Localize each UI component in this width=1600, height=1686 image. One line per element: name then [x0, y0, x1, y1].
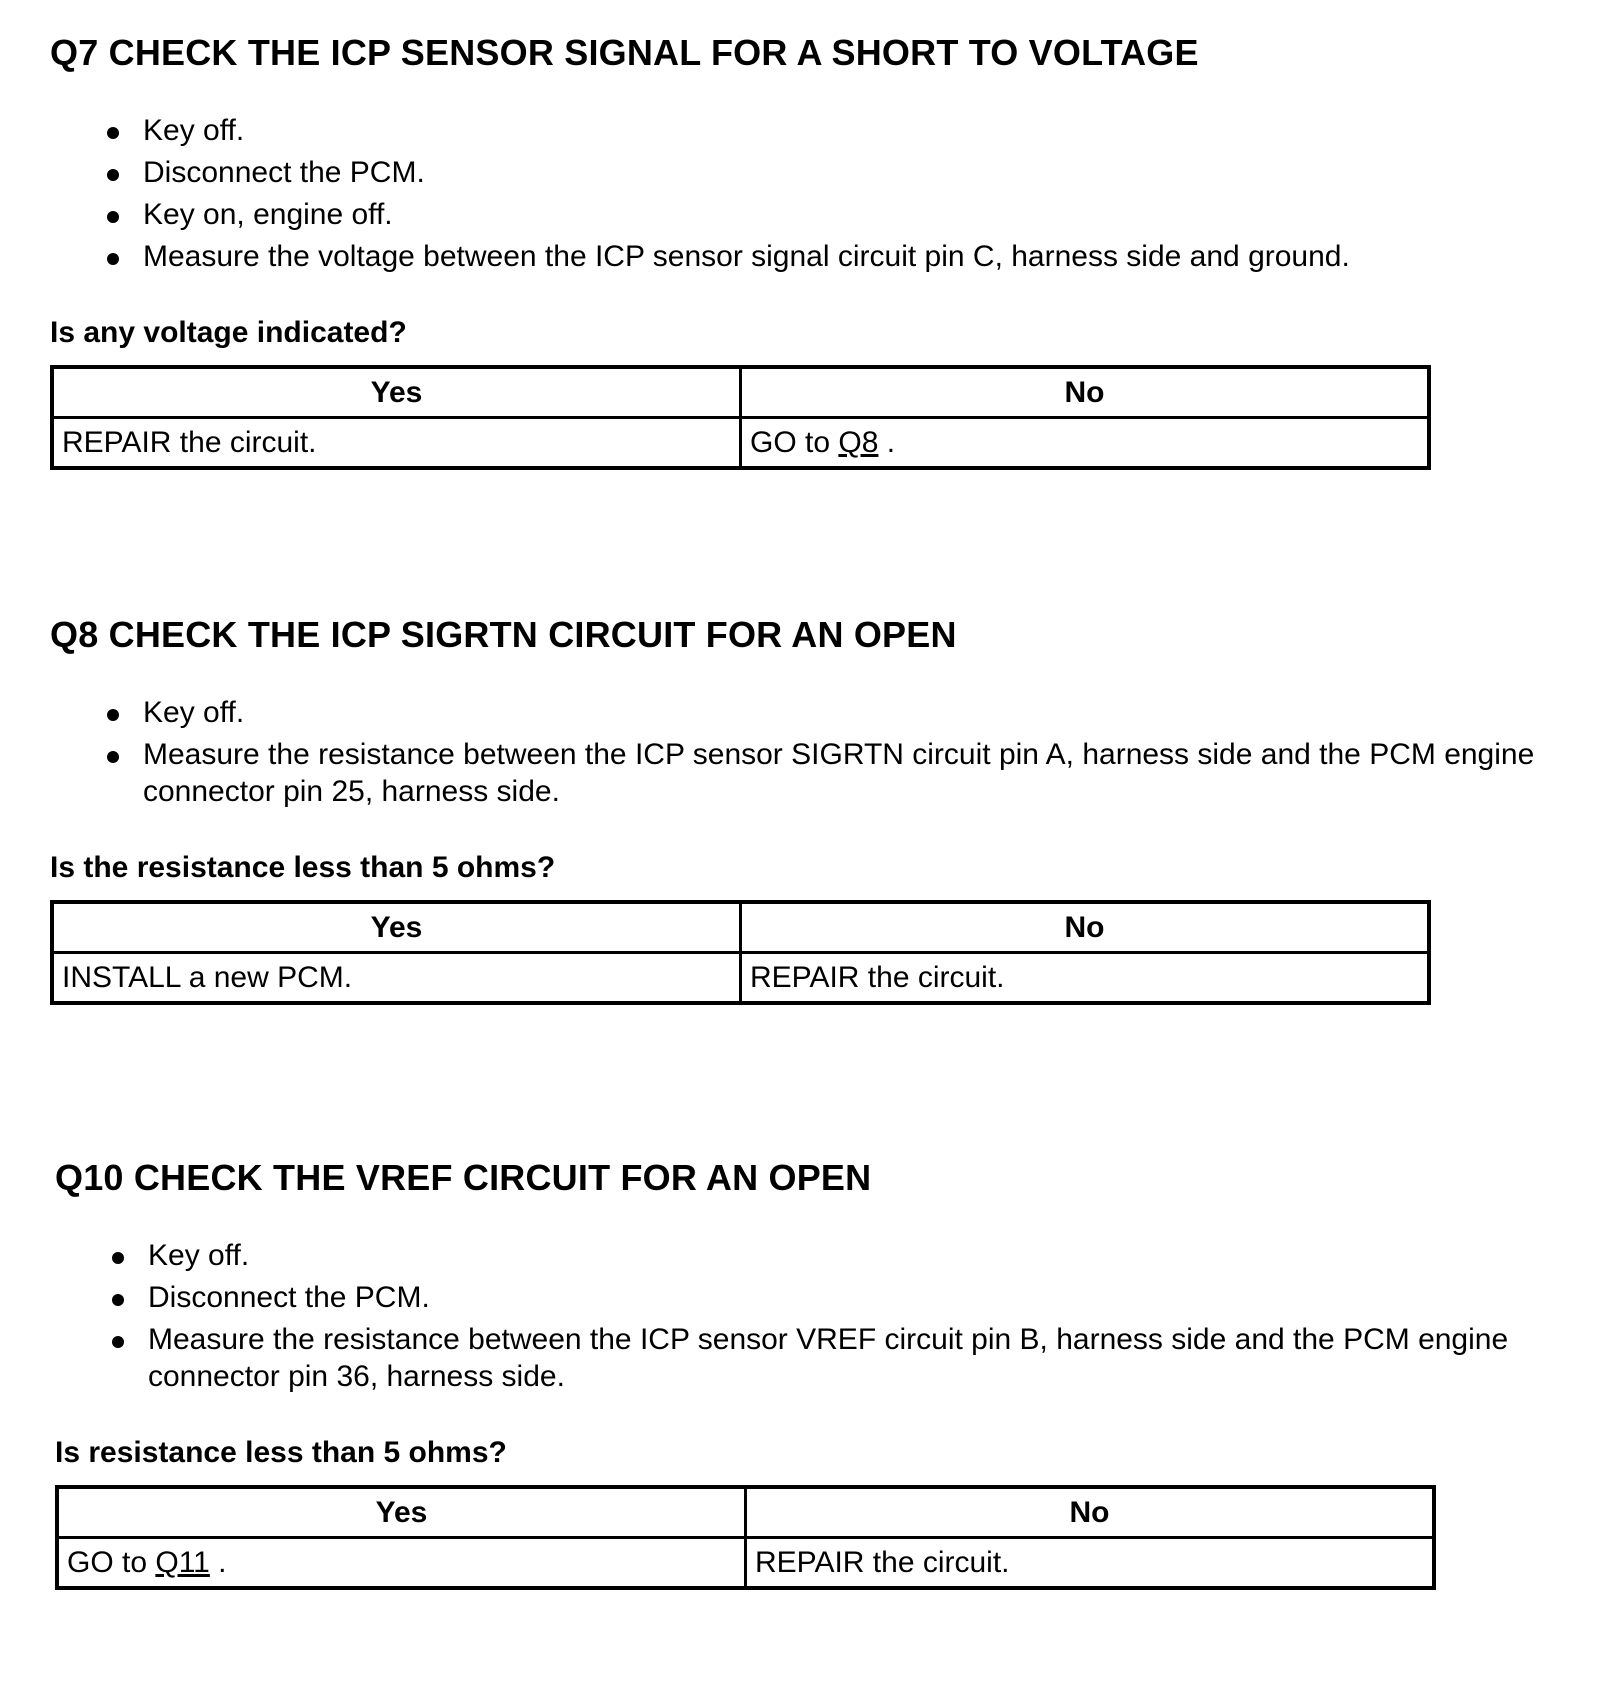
yes-cell-prefix: GO to [67, 1545, 156, 1579]
no-cell [741, 418, 1430, 469]
no-cell-suffix: . [878, 425, 896, 459]
question-text: Is the resistance less than 5 ohms? [50, 851, 556, 884]
no-header: No [746, 1487, 1435, 1538]
step-item [50, 736, 1563, 810]
section-heading: Q7 CHECK THE ICP SENSOR SIGNAL FOR A SHORT TO VOLTAGE [50, 32, 1199, 73]
table-header-row [57, 1487, 1434, 1538]
step-text: Measure the resistance between the ICP sensor VREF circuit pin B, harness side and the PCM engine connector pin 36, harness side. [148, 1323, 1509, 1393]
table-row [57, 1538, 1434, 1589]
question-text: Is resistance less than 5 ohms? [55, 1436, 507, 1469]
step-item [50, 112, 1570, 149]
yes-cell: REPAIR the circuit. [52, 418, 741, 469]
no-cell: REPAIR the circuit. [741, 953, 1430, 1004]
section-q7 [50, 28, 1570, 470]
bullet-icon [112, 1294, 124, 1306]
no-cell-prefix: GO to [750, 425, 839, 459]
bullet-icon [107, 253, 119, 265]
step-text: Measure the voltage between the ICP sensor signal circuit pin C, harness side and ground. [143, 240, 1350, 273]
answer-table [55, 1485, 1436, 1590]
q11-link[interactable]: Q11 [155, 1545, 210, 1579]
step-text: Key off. [143, 696, 245, 729]
step-list [50, 694, 1570, 810]
step-list [50, 112, 1570, 275]
bullet-icon [107, 751, 119, 763]
step-item [50, 238, 1570, 275]
step-text: Key off. [143, 114, 245, 147]
yes-cell: INSTALL a new PCM. [52, 953, 741, 1004]
bullet-icon [107, 127, 119, 139]
step-item [50, 196, 1570, 233]
step-text: Disconnect the PCM. [143, 156, 425, 189]
section-q10 [55, 1153, 1575, 1590]
step-text: Key on, engine off. [143, 198, 393, 231]
step-list [55, 1237, 1575, 1395]
yes-header: Yes [52, 902, 741, 953]
table-row [52, 418, 1429, 469]
table-header-row [52, 367, 1429, 418]
no-header: No [741, 902, 1430, 953]
step-text: Key off. [148, 1239, 250, 1272]
section-heading: Q8 CHECK THE ICP SIGRTN CIRCUIT FOR AN OPEN [50, 614, 957, 655]
answer-table [50, 900, 1431, 1005]
yes-header: Yes [57, 1487, 746, 1538]
step-item [50, 154, 1570, 191]
section-heading: Q10 CHECK THE VREF CIRCUIT FOR AN OPEN [55, 1157, 872, 1198]
yes-cell-suffix: . [209, 1545, 227, 1579]
section-q8 [50, 610, 1570, 1005]
step-text: Measure the resistance between the ICP sensor SIGRTN circuit pin A, harness side and the PCM engine connector pin 25, harness side. [143, 738, 1535, 808]
table-row [52, 953, 1429, 1004]
bullet-icon [112, 1336, 124, 1348]
question-text: Is any voltage indicated? [50, 316, 407, 349]
step-item [50, 694, 1570, 731]
answer-table [50, 365, 1431, 470]
bullet-icon [107, 211, 119, 223]
no-header: No [741, 367, 1430, 418]
bullet-icon [107, 169, 119, 181]
no-cell: REPAIR the circuit. [746, 1538, 1435, 1589]
yes-cell [57, 1538, 746, 1589]
step-item [55, 1237, 1575, 1274]
bullet-icon [112, 1252, 124, 1264]
step-item [55, 1321, 1568, 1395]
step-item [55, 1279, 1575, 1316]
bullet-icon [107, 709, 119, 721]
yes-header: Yes [52, 367, 741, 418]
step-text: Disconnect the PCM. [148, 1281, 430, 1314]
table-header-row [52, 902, 1429, 953]
q8-link[interactable]: Q8 [838, 425, 879, 459]
